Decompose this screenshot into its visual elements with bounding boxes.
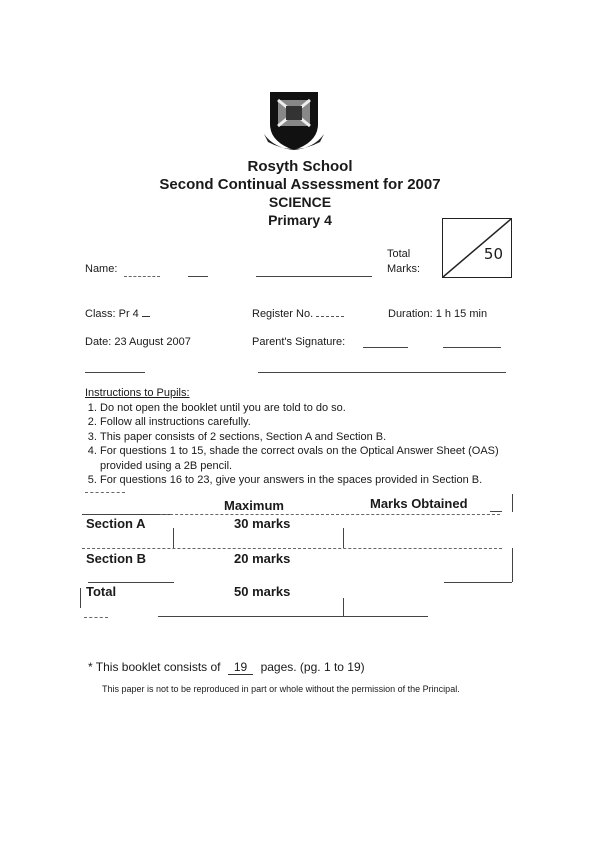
- duration-field: [388, 308, 487, 320]
- page-count-suffix: pages. (pg. 1 to 19): [260, 660, 365, 674]
- subject-title: SCIENCE: [268, 194, 332, 210]
- page-count-prefix: * This booklet consists of: [88, 660, 221, 674]
- table-rule: [80, 588, 81, 608]
- date-label: Date:: [85, 336, 112, 348]
- table-rule: [85, 492, 125, 493]
- separator-line: [85, 372, 145, 373]
- table-rule: [512, 494, 513, 512]
- section-b-maximum: 20 marks: [234, 551, 291, 566]
- table-rule: [88, 582, 174, 583]
- separator-line: [258, 372, 506, 373]
- name-label: Name:: [85, 263, 118, 275]
- signature-label: Parent's Signature:: [252, 336, 346, 348]
- class-value: Pr 4: [118, 308, 139, 320]
- table-rule: [173, 528, 174, 548]
- marks-label: Marks:: [387, 263, 420, 275]
- table-rule: [82, 548, 502, 549]
- total-marks-box: [442, 218, 512, 278]
- instruction-item: 2. Follow all instructions carefully.: [100, 415, 520, 430]
- date-value: 23 August 2007: [114, 336, 191, 348]
- instruction-item: 5. For questions 16 to 23, give your answers in the spaces provided in Section B.: [100, 473, 520, 488]
- register-field: [252, 308, 344, 320]
- table-rule: [160, 514, 500, 515]
- signature-blank-1[interactable]: [363, 347, 408, 348]
- total-row-label: Total: [86, 584, 117, 599]
- exam-title: Second Continual Assessment for 2007: [159, 176, 441, 193]
- instructions-heading: Instructions to Pupils:: [85, 387, 190, 399]
- class-label: Class:: [85, 308, 116, 320]
- table-rule: [444, 582, 512, 583]
- instructions: [85, 386, 520, 488]
- section-b-label: Section B: [86, 551, 146, 566]
- date-field: [85, 336, 191, 348]
- section-a-maximum: 30 marks: [234, 516, 291, 531]
- col-marks-obtained: Marks Obtained: [370, 496, 468, 511]
- table-rule: [82, 514, 172, 515]
- instructions-list: [85, 401, 520, 488]
- school-crest-icon: [264, 90, 324, 154]
- instruction-item: 4. For questions 1 to 15, shade the correct ovals on the Optical Answer Sheet (OAS) provided using a 2B pencil.: [100, 444, 520, 473]
- name-blank-3[interactable]: [256, 276, 372, 277]
- instruction-item: 3. This paper consists of 2 sections, Section A and Section B.: [100, 430, 520, 445]
- name-blank-2[interactable]: [188, 276, 208, 277]
- instruction-item: 1. Do not open the booklet until you are told to do so.: [100, 401, 520, 416]
- table-rule: [343, 528, 344, 548]
- page-count-value: 19: [228, 660, 253, 675]
- copyright-note: This paper is not to be reproduced in part or whole without the permission of the Principal.: [102, 684, 460, 694]
- register-blank[interactable]: [316, 316, 344, 317]
- total-label: Total: [387, 248, 411, 260]
- school-name: Rosyth School: [247, 158, 353, 175]
- level-title: Primary 4: [268, 212, 332, 228]
- table-rule: [490, 511, 502, 512]
- table-rule: [84, 617, 108, 618]
- section-a-label: Section A: [86, 516, 146, 531]
- table-rule: [158, 616, 428, 617]
- signature-blank-2[interactable]: [443, 347, 501, 348]
- table-rule: [343, 598, 344, 616]
- total-row-maximum: 50 marks: [234, 584, 291, 599]
- name-blank-1[interactable]: [124, 276, 160, 277]
- table-rule: [512, 548, 513, 582]
- page-count-note: [88, 660, 365, 675]
- class-field: [85, 308, 150, 320]
- col-maximum: Maximum: [224, 498, 284, 513]
- signature-field: [252, 336, 345, 348]
- duration-value: 1 h 15 min: [435, 308, 488, 320]
- total-marks-value: 50: [483, 245, 503, 263]
- duration-label: Duration:: [388, 308, 433, 320]
- register-label: Register No.: [252, 308, 314, 320]
